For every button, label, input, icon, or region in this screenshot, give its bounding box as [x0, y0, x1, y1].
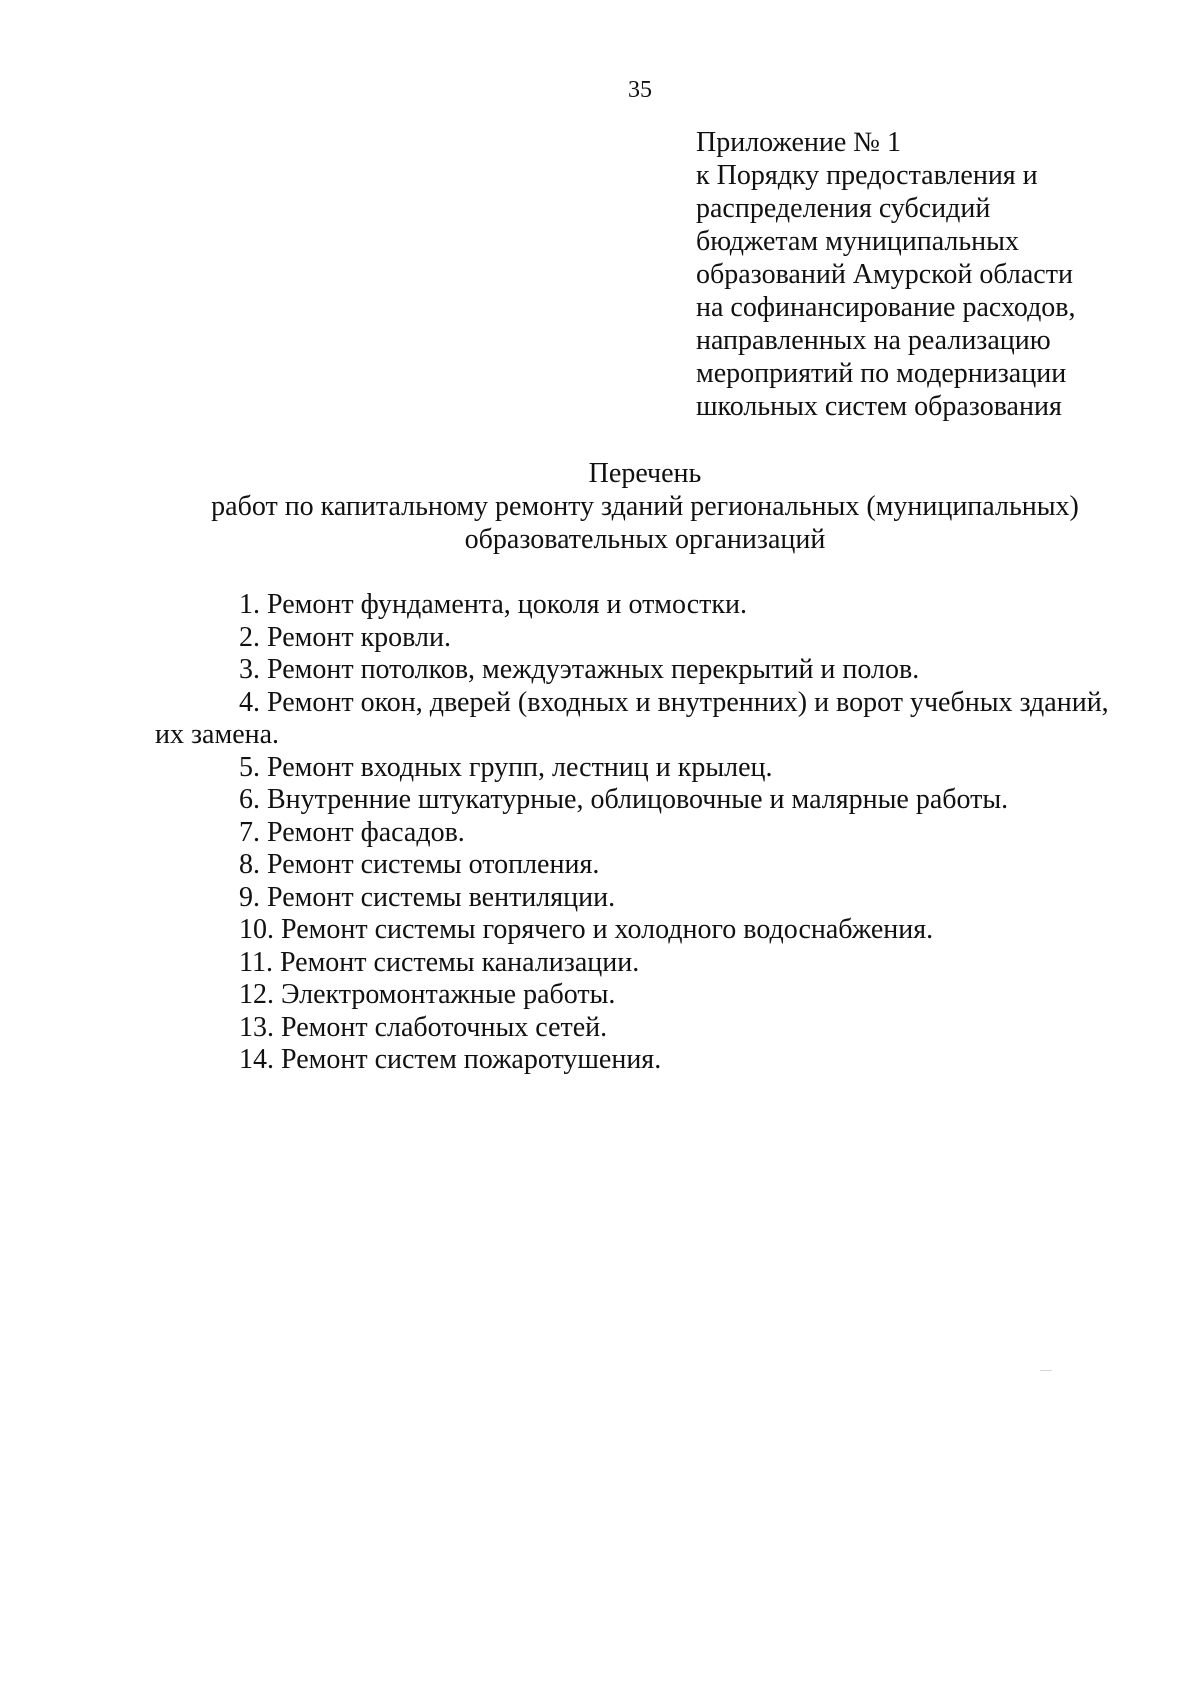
list-item: 14. Ремонт систем пожаротушения. [239, 1044, 662, 1075]
list-item: 11. Ремонт системы канализации. [239, 946, 640, 978]
appendix-line: мероприятий по модернизации [696, 358, 1067, 389]
list-item: 7. Ремонт фасадов. [239, 816, 465, 848]
list-item: 13. Ремонт слаботочных сетей. [239, 1011, 608, 1043]
document-heading [180, 457, 1110, 556]
appendix-line: направленных на реализацию [696, 325, 1051, 356]
appendix-line: образований Амурской области [696, 259, 1073, 290]
appendix-line: к Порядку предоставления и [696, 160, 1038, 191]
appendix-line: Приложение № 1 [696, 127, 901, 158]
appendix-line: бюджетам муниципальных [696, 226, 1019, 257]
appendix-line: на софинансирование расходов, [696, 292, 1076, 323]
list-item [155, 687, 1130, 752]
list-item: 6. Внутренние штукатурные, облицовочные и малярные работы. [239, 784, 1009, 815]
list-item-line: их замена. [155, 719, 280, 750]
list-item: 5. Ремонт входных групп, лестниц и крылец. [239, 751, 773, 783]
appendix-line: школьных систем образования [696, 391, 1062, 422]
heading-title: Перечень [588, 458, 702, 489]
list-item: 2. Ремонт кровли. [239, 621, 451, 653]
page-number: 35 [628, 77, 652, 103]
list-item: 9. Ремонт системы вентиляции. [239, 881, 616, 913]
list-item: 1. Ремонт фундамента, цоколя и отмостки. [239, 589, 747, 620]
list-item: 12. Электромонтажные работы. [239, 979, 616, 1010]
list-item: 10. Ремонт системы горячего и холодного водоснабжения. [239, 914, 934, 945]
list-item-line: 4. Ремонт окон, дверей (входных и внутренних) и ворот учебных зданий, [239, 686, 1109, 718]
list-item: 8. Ремонт системы отопления. [239, 849, 600, 880]
scan-artifact [1040, 1370, 1052, 1371]
appendix-line: распределения субсидий [696, 193, 991, 224]
heading-subtitle-line: работ по капитальному ремонту зданий региональных (муниципальных) [211, 491, 1079, 522]
appendix-block [696, 126, 1136, 423]
list-item: 3. Ремонт потолков, междуэтажных перекрытий и полов. [239, 654, 920, 685]
heading-subtitle-line: образовательных организаций [464, 524, 826, 555]
works-list [155, 589, 1130, 1077]
